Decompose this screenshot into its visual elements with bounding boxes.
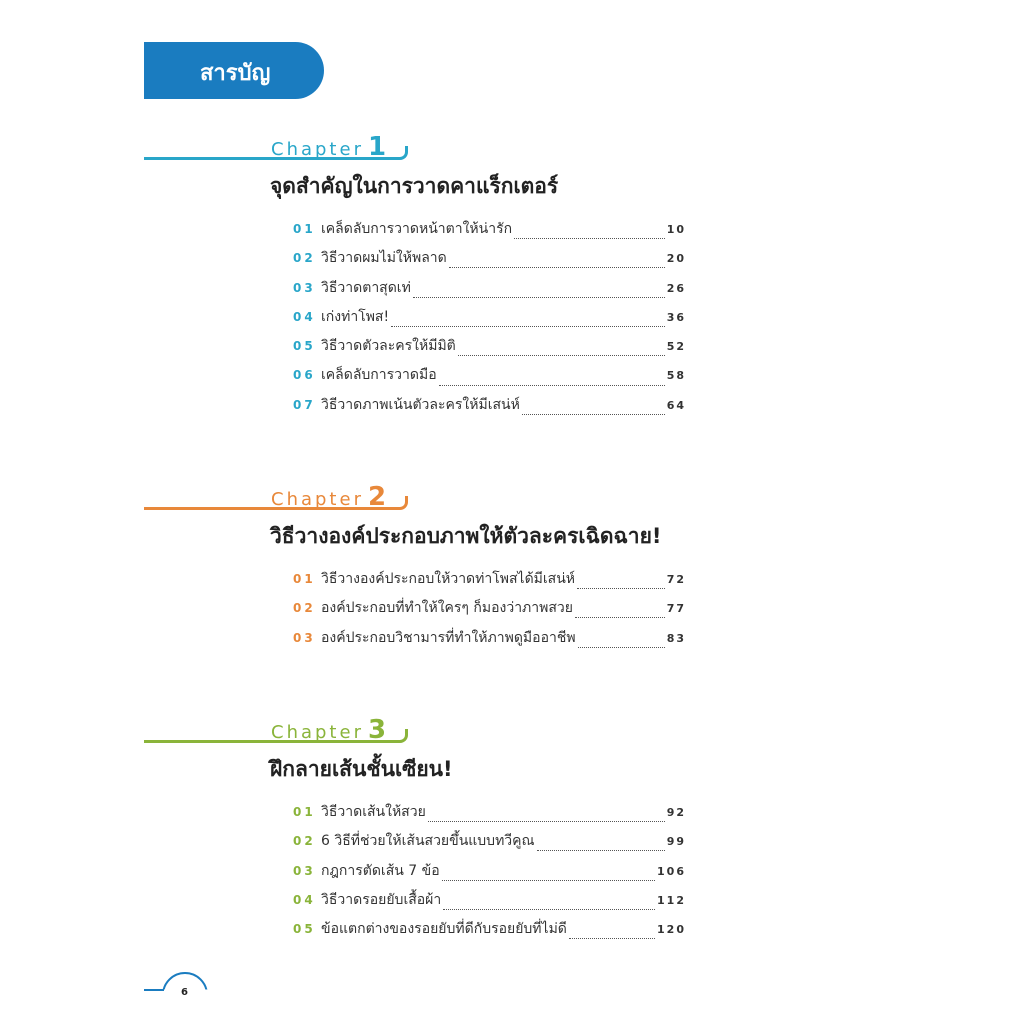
toc-entry[interactable] [293, 306, 686, 335]
chapter-entries [293, 801, 686, 947]
dot-leader [578, 637, 665, 648]
toc-entry[interactable] [293, 394, 686, 423]
chapter-title: ฝึกลายเส้นชั้นเซียน! [270, 757, 453, 781]
entry-page-number: 26 [666, 281, 686, 295]
page-footer [144, 972, 210, 1002]
entry-title: วิธีวาดตัวละครให้มีมิติ [321, 338, 456, 355]
entry-title: องค์ประกอบที่ทำให้ใครๆ ก็มองว่าภาพสวย [321, 600, 573, 617]
toc-title-banner [144, 42, 324, 99]
entry-page-number: 112 [657, 893, 686, 907]
dot-leader [537, 840, 665, 851]
dot-leader [458, 345, 665, 356]
entry-page-number: 92 [666, 806, 686, 819]
dot-leader [443, 899, 655, 910]
entry-page-number: 99 [666, 835, 686, 849]
entry-number: 05 [293, 339, 316, 354]
dot-leader [449, 257, 665, 268]
toc-title: สารบัญ [200, 61, 271, 86]
entry-number: 05 [293, 922, 316, 937]
entry-page-number: 64 [666, 398, 686, 412]
entry-number: 01 [293, 572, 316, 586]
dot-leader [522, 404, 665, 415]
entry-page-number: 20 [666, 252, 686, 266]
chapter-number: 1 [367, 132, 387, 162]
entry-page-number: 10 [666, 223, 686, 236]
toc-entry[interactable] [293, 860, 686, 889]
chapter-word: Chapter [271, 722, 364, 743]
chapter-2-section [0, 482, 1024, 712]
toc-entry[interactable] [293, 918, 686, 947]
toc-entry[interactable] [293, 830, 686, 859]
dot-leader [442, 870, 655, 881]
entry-number: 02 [293, 601, 316, 616]
dot-leader [439, 375, 665, 386]
entry-number: 03 [293, 630, 316, 645]
entry-number: 04 [293, 309, 316, 324]
dot-leader [428, 811, 665, 822]
entry-number: 02 [293, 834, 316, 849]
entry-page-number: 77 [666, 602, 686, 616]
toc-entry[interactable] [293, 627, 686, 656]
toc-entry[interactable] [293, 597, 686, 626]
entry-page-number: 36 [666, 310, 686, 324]
chapter-1-section [0, 132, 1024, 413]
entry-number: 03 [293, 280, 316, 295]
entry-title: วิธีวางองค์ประกอบให้วาดท่าโพสได้มีเสน่ห์ [321, 571, 576, 587]
toc-entry[interactable] [293, 247, 686, 276]
toc-entry[interactable] [293, 335, 686, 364]
toc-entry[interactable] [293, 568, 686, 597]
dot-leader [577, 578, 665, 589]
entry-title: วิธีวาดผมไม่ให้พลาด [321, 250, 447, 267]
dot-leader [569, 928, 655, 939]
entry-number: 06 [293, 368, 316, 383]
entry-title: เก่งท่าโพส! [321, 308, 390, 325]
chapter-word: Chapter [271, 489, 364, 510]
chapter-word: Chapter [271, 139, 364, 160]
entry-number: 03 [293, 863, 316, 878]
toc-entry[interactable] [293, 889, 686, 918]
entry-title: วิธีวาดรอยยับเสื้อผ้า [321, 891, 442, 908]
toc-entry[interactable] [293, 801, 686, 830]
chapter-title: จุดสำคัญในการวาดคาแร็กเตอร์ [270, 174, 559, 198]
entry-title: วิธีวาดตาสุดเท่ [321, 279, 411, 296]
dot-leader [514, 228, 665, 239]
entry-page-number: 72 [666, 573, 686, 586]
dot-leader [391, 316, 665, 327]
footer-line [144, 989, 164, 991]
entry-page-number: 106 [657, 864, 686, 878]
entry-number: 07 [293, 397, 316, 412]
entry-number: 01 [293, 222, 316, 236]
entry-title: วิธีวาดเส้นให้สวย [321, 804, 426, 820]
entry-number: 02 [293, 251, 316, 266]
toc-entry[interactable] [293, 364, 686, 393]
chapter-entries [293, 568, 686, 656]
dot-leader [575, 607, 665, 618]
entry-page-number: 83 [666, 631, 686, 645]
page-number: 6 [181, 987, 188, 998]
entry-title: เคล็ดลับการวาดมือ [321, 367, 437, 384]
entry-number: 04 [293, 892, 316, 907]
chapter-underline [144, 146, 408, 160]
entry-title: วิธีวาดภาพเน้นตัวละครให้มีเสน่ห์ [321, 396, 520, 413]
toc-entry[interactable] [293, 218, 686, 247]
chapter-number: 2 [367, 482, 387, 512]
entry-number: 01 [293, 805, 316, 819]
chapter-title: วิธีวางองค์ประกอบภาพให้ตัวละครเฉิดฉาย! [270, 524, 662, 548]
entry-title: ข้อแตกต่างของรอยยับที่ดีกับรอยยับที่ไม่ดี [321, 921, 567, 938]
chapter-entries [293, 218, 686, 423]
entry-title: กฎการตัดเส้น 7 ข้อ [321, 862, 440, 879]
entry-page-number: 52 [666, 340, 686, 354]
entry-title: 6 วิธีที่ช่วยให้เส้นสวยขึ้นแบบทวีคูณ [321, 833, 535, 850]
entry-title: เคล็ดลับการวาดหน้าตาให้น่ารัก [321, 221, 513, 237]
chapter-underline [144, 496, 408, 510]
toc-entry[interactable] [293, 277, 686, 306]
entry-page-number: 58 [666, 369, 686, 383]
entry-page-number: 120 [657, 923, 686, 937]
chapter-underline [144, 729, 408, 743]
chapter-number: 3 [367, 715, 387, 745]
dot-leader [413, 287, 665, 298]
chapter-3-section [0, 715, 1024, 945]
entry-title: องค์ประกอบวิชามารที่ทำให้ภาพดูมืออาชีพ [321, 629, 576, 646]
